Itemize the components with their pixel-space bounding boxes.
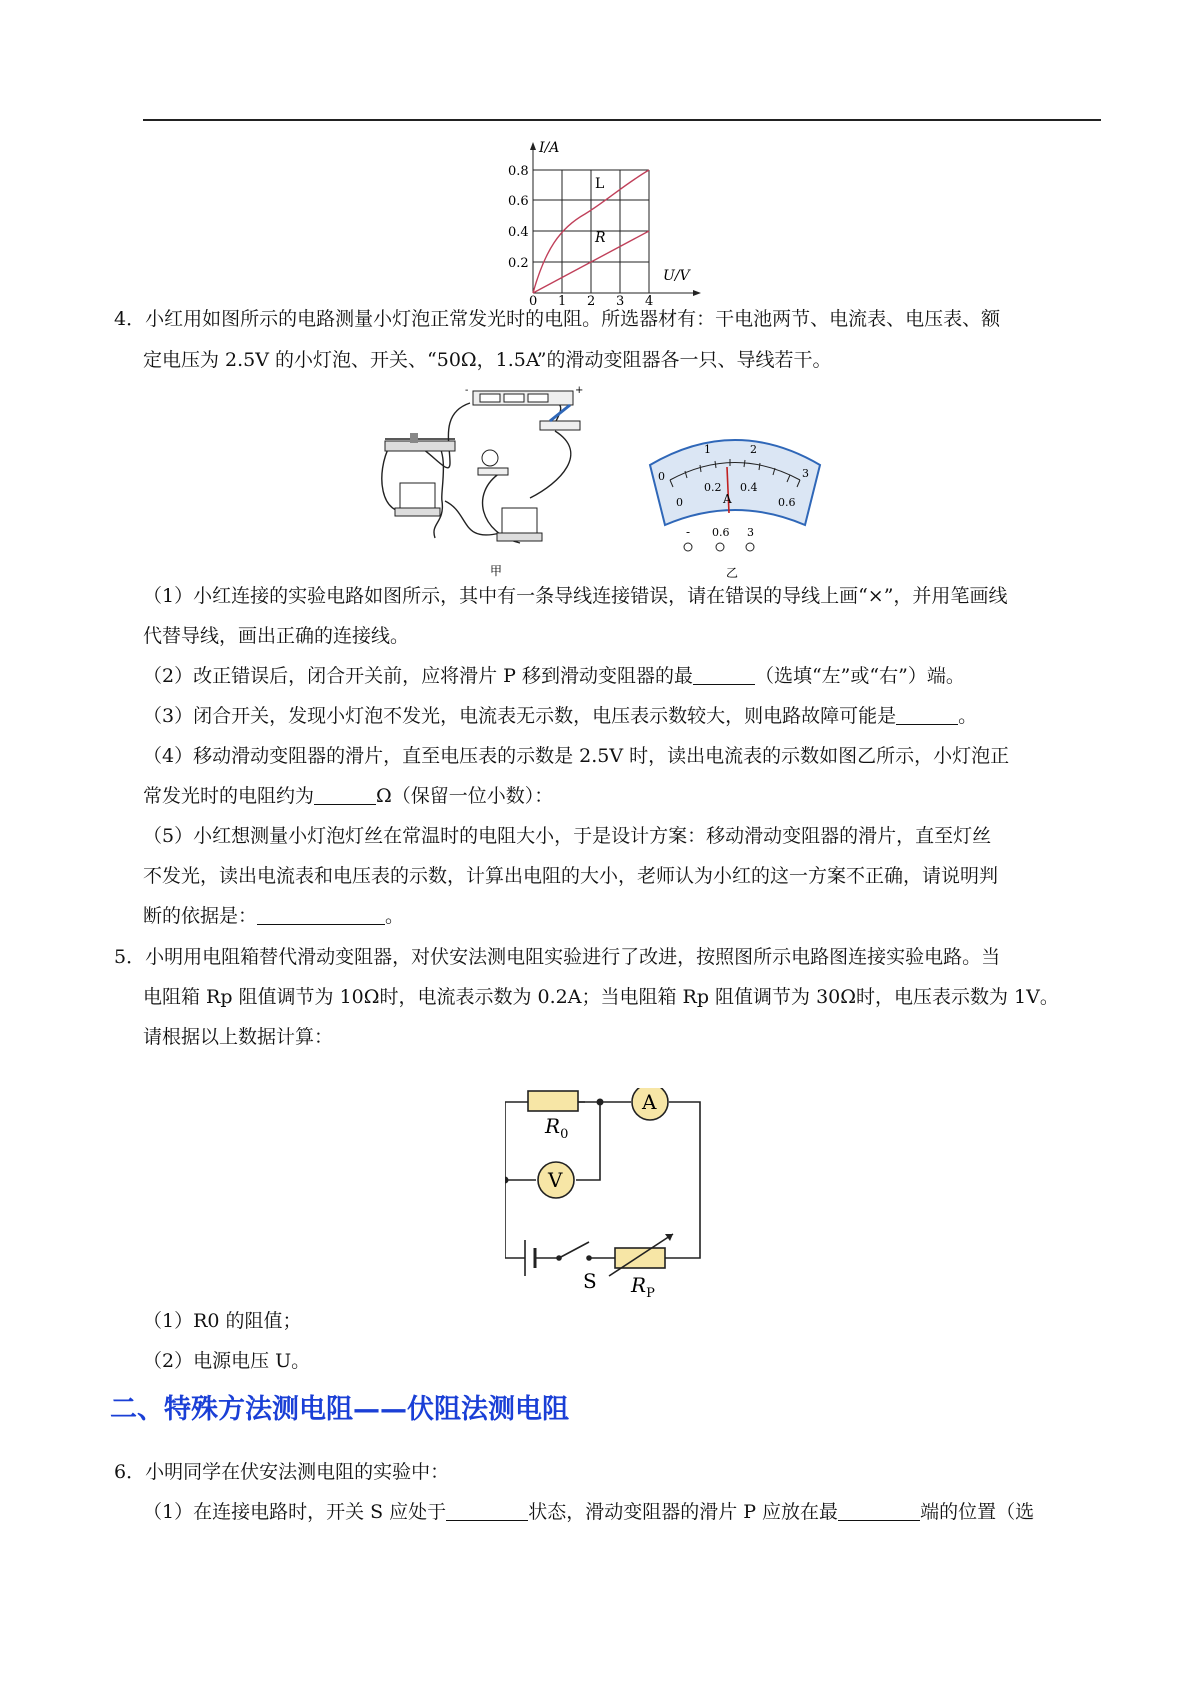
meter-unit: A	[723, 492, 732, 506]
top-scale: 1	[704, 443, 711, 456]
terminal-minus: -	[686, 525, 691, 539]
voltmeter-device	[395, 483, 440, 516]
bottom-scale: 0.2	[704, 481, 722, 494]
q4-sub4-line1: （4）移动滑动变阻器的滑片，直至电压表的示数是 2.5V 时，读出电流表的示数如图乙所示，小灯泡正	[143, 745, 1010, 767]
q5-sub1: （1）R0 的阻值；	[143, 1310, 302, 1332]
terminal-label: 0.6	[712, 526, 730, 539]
q4-sub5-line1: （5）小红想测量小灯泡灯丝在常温时的电阻大小，于是设计方案：移动滑动变阻器的滑片，直至灯丝	[143, 825, 992, 847]
q4-sub2-text-end: （选填“左”或“右”）端。	[754, 665, 965, 687]
q6-sub1-text: （1）在连接电路时，开关 S 应处于	[143, 1501, 447, 1523]
switch-symbol	[557, 1242, 591, 1260]
R0-label: $R_0$	[545, 1114, 569, 1142]
q5-sub2: （2）电源电压 U。	[143, 1350, 311, 1372]
q6-sub1	[143, 1499, 1034, 1525]
x-tick: 0	[529, 294, 538, 306]
svg-text:+: +	[575, 385, 584, 396]
curve-R-label: R	[595, 230, 606, 246]
answer-blank[interactable]	[838, 1502, 920, 1521]
Rp-label: $R_P$	[631, 1273, 655, 1298]
q6-line1: 6．小明同学在伏安法测电阻的实验中：	[114, 1461, 450, 1483]
curve-L-label: L	[595, 176, 605, 192]
q4-sub3	[143, 703, 977, 729]
q4-stem-line2: 定电压为 2.5V 的小灯泡、开关、“50Ω，1.5A”的滑动变阻器各一只、导线若干。	[143, 349, 832, 371]
q6-sub1-text-mid: 状态，滑动变阻器的滑片 P 应放在最	[528, 1501, 839, 1523]
top-scale: 3	[802, 467, 809, 480]
bulb-device	[478, 450, 508, 475]
svg-text:-: -	[465, 385, 469, 396]
q5-line3: 请根据以上数据计算：	[143, 1026, 334, 1048]
rheostat	[385, 433, 455, 451]
voltmeter-label: V	[548, 1168, 563, 1192]
bottom-scale: 0.6	[778, 496, 796, 509]
terminal-label: 3	[747, 526, 754, 539]
q4-stem-line1: 4．小红用如图所示的电路测量小灯泡正常发光时的电阻。所选器材有：干电池两节、电流表、电压表、额	[114, 308, 1001, 330]
section2-heading: 二、特殊方法测电阻——伏阻法测电阻	[110, 1394, 569, 1425]
switch-label: S	[583, 1269, 597, 1293]
q4-sub5-line2: 不发光，读出电流表和电压表的示数，计算出电阻的大小，老师认为小红的这一方案不正确，请说明判	[143, 865, 999, 887]
y-tick: 0.6	[508, 194, 529, 209]
q4-sub4-text: 常发光时的电阻约为	[143, 785, 315, 807]
q4-sub5-text-end: 。	[385, 905, 405, 927]
q4-sub1-line1: （1）小红连接的实验电路如图所示，其中有一条导线连接错误，请在错误的导线上画“×”，并用笔画线	[143, 585, 1008, 607]
answer-blank[interactable]	[314, 786, 376, 805]
ammeter-device	[497, 508, 542, 541]
battery-pack	[465, 385, 583, 405]
q4-sub2	[143, 663, 965, 689]
bottom-scale: 0	[676, 496, 683, 509]
q5-line2: 电阻箱 Rp 阻值调节为 10Ω时，电流表示数为 0.2A；当电阻箱 Rp 阻值调节为 30Ω时，电压表示数为 1V。	[143, 986, 1059, 1008]
fig-yi-label: 乙	[726, 566, 739, 580]
q4-sub5-line3	[143, 903, 404, 929]
answer-blank[interactable]	[257, 906, 385, 925]
q4-sub2-text: （2）改正错误后，闭合开关前，应将滑片 P 移到滑动变阻器的最	[143, 665, 693, 687]
circuit-photo-jia	[380, 383, 650, 578]
rheostat-Rp	[609, 1234, 673, 1276]
x-tick: 4	[645, 294, 654, 306]
ammeter-dial-yi	[640, 425, 830, 583]
q4-sub4-text-end: Ω（保留一位小数）：	[376, 785, 554, 807]
y-tick: 0.4	[508, 225, 529, 240]
y-axis-label: I/A	[539, 140, 560, 156]
x-tick: 2	[587, 294, 596, 306]
q4-sub3-text: （3）闭合开关，发现小灯泡不发光，电流表无示数，电压表示数较大，则电路故障可能是	[143, 705, 897, 727]
q4-sub1-line2: 代替导线，画出正确的连接线。	[143, 625, 410, 647]
q5-line1: 5．小明用电阻箱替代滑动变阻器，对伏安法测电阻实验进行了改进，按照图所示电路图连接实验电路。当	[114, 946, 1001, 968]
resistor-R0	[528, 1091, 578, 1111]
battery-symbol	[525, 1240, 535, 1276]
answer-blank[interactable]	[896, 706, 958, 725]
ammeter-symbol	[632, 1088, 668, 1120]
answer-blank[interactable]	[693, 666, 755, 685]
q4-sub4-line2	[143, 783, 553, 809]
q4-sub3-text-end: 。	[958, 705, 978, 727]
header-rule	[143, 119, 1101, 121]
fig-jia-label: 甲	[490, 564, 503, 578]
q4-sub5-text: 断的依据是：	[143, 905, 258, 927]
circuit-diagram	[505, 1088, 715, 1298]
bottom-scale: 0.4	[740, 481, 758, 494]
x-axis-label: U/V	[663, 268, 690, 284]
y-tick: 0.2	[508, 256, 529, 271]
ammeter-label: A	[642, 1090, 657, 1114]
top-scale: 0	[658, 470, 665, 483]
q6-sub1-text-end: 端的位置（选	[920, 1501, 1035, 1523]
iu-graph	[505, 140, 705, 306]
answer-blank[interactable]	[446, 1502, 528, 1521]
top-scale: 2	[750, 443, 757, 456]
x-tick: 3	[616, 294, 625, 306]
x-tick: 1	[558, 294, 567, 306]
y-tick: 0.8	[508, 164, 529, 179]
voltmeter-symbol	[538, 1162, 574, 1198]
